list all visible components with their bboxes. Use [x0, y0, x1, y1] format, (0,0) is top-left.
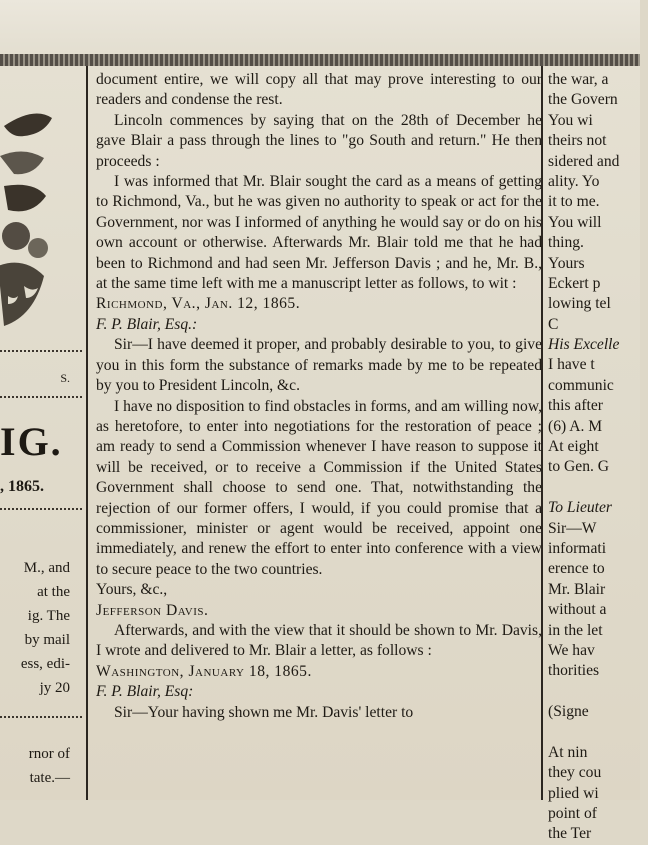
left-text-line: ig. The	[27, 608, 70, 624]
left-text-line: ess, edi-	[20, 656, 70, 672]
left-dotted-rule	[0, 716, 82, 718]
left-dotted-rule	[0, 350, 82, 352]
right-column-line: to Gen. G	[548, 458, 610, 476]
right-column-line: At nin	[548, 743, 588, 761]
top-column-rule	[0, 54, 640, 66]
article-paragraph: Lincoln commences by saying that on the 28th of December he gave Blair a pass through the lines to "go South and return." He then proceeds :	[96, 111, 542, 170]
right-column-line: C	[548, 315, 559, 333]
right-column-line: sidered and	[548, 152, 620, 170]
right-column-line: the Govern	[548, 91, 618, 109]
letter-dateline: Richmond, Va., Jan. 12, 1865.	[96, 295, 301, 313]
letter-paragraph: Sir—Your having shown me Mr. Davis' letter to	[114, 703, 414, 721]
right-column-line: You will	[548, 213, 602, 231]
right-column-line: point of	[548, 805, 597, 823]
page-top-margin	[0, 0, 640, 54]
right-column-line: To Lieuter	[548, 499, 612, 517]
right-column-line: they cou	[548, 764, 602, 782]
right-column-line: (Signe	[548, 703, 589, 721]
left-column	[0, 66, 82, 800]
main-article-column	[96, 70, 542, 800]
right-column-line: this after	[548, 397, 603, 415]
right-column-line: I have t	[548, 356, 595, 374]
right-column-line: thorities	[548, 662, 600, 680]
right-column-line: the Ter	[548, 825, 592, 843]
letter-signature: Jefferson Davis.	[96, 601, 209, 619]
letter-dateline: Washington, January 18, 1865.	[96, 662, 312, 680]
right-column-line: We hav	[548, 641, 595, 659]
article-paragraph: I was informed that Mr. Blair sought the card as a means of getting to Richmond, Va., but he was given no authority to speak or act for the Government, nor was I informed of anything he would say or do on his own account or otherwise. Afterwards Mr. Blair told me that he had been to Richmond and had seen Mr. Jefferson Davis ; and he, Mr. B., at the same time left with me a manuscript letter as follows, to wit :	[96, 173, 542, 293]
right-column-line: (6) A. M	[548, 417, 603, 435]
right-column-line: Mr. Blair	[548, 580, 606, 598]
right-column-line: in the let	[548, 621, 603, 639]
eagle-emblem-icon	[0, 86, 64, 340]
left-text-line: at the	[37, 584, 70, 600]
left-text-line: M., and	[23, 560, 70, 576]
right-column-line: communic	[548, 376, 614, 394]
masthead-fragment: IG.	[0, 419, 63, 464]
left-small-mark: S.	[60, 371, 70, 385]
right-column-line: erence to	[548, 560, 605, 578]
letter-paragraph: Sir—I have deemed it proper, and probably desirable to you, to give you in this form the substance of remarks made by me to be repeated by you to President Lincoln, &c.	[96, 336, 542, 395]
article-paragraph: document entire, we will copy all that may prove interesting to our readers and condense the rest.	[96, 71, 542, 109]
right-column	[548, 70, 648, 843]
right-column-line: Yours	[548, 254, 585, 272]
right-column-line: ality. Yo	[548, 172, 600, 190]
right-column-line: Sir—W	[548, 519, 597, 537]
left-dotted-rule	[0, 508, 82, 510]
letter-closing: Yours, &c.,	[96, 581, 168, 599]
letter-salutation: F. P. Blair, Esq:	[96, 683, 194, 701]
column-rule-left	[86, 66, 88, 800]
left-dotted-rule	[0, 396, 82, 398]
right-column-line	[548, 682, 648, 702]
right-column-line: You wi	[548, 111, 593, 129]
right-column-line: the war, a	[548, 71, 609, 88]
right-column-line: plied wi	[548, 784, 599, 802]
left-text-line: jy 20	[39, 680, 70, 696]
right-column-line: At eight	[548, 438, 599, 456]
article-paragraph: Afterwards, and with the view that it should be shown to Mr. Davis, I wrote and delivered to Mr. Blair a letter, as follows :	[96, 621, 542, 660]
left-text-line: tate.—	[29, 770, 70, 786]
right-column-line	[548, 723, 648, 743]
right-column-line: lowing tel	[548, 295, 611, 313]
left-text-line: rnor of	[28, 746, 70, 762]
right-column-line: it to me.	[548, 193, 600, 211]
letter-salutation: F. P. Blair, Esq.:	[96, 315, 198, 333]
right-column-line: Eckert p	[548, 274, 601, 292]
masthead-dateline: , 1865.	[0, 478, 44, 495]
right-column-line	[548, 478, 648, 498]
right-column-line: without a	[548, 601, 607, 619]
right-column-line: theirs not	[548, 132, 607, 150]
right-column-line: informati	[548, 539, 607, 557]
right-column-line: thing.	[548, 234, 584, 252]
left-text-line: by mail	[24, 632, 70, 648]
right-column-line: His Excelle	[548, 336, 620, 354]
letter-paragraph: I have no disposition to find obstacles in forms, and am willing now, as heretofore, to enter into negotiations for the restoration of peace ; am ready to send a Commission whenever I have reason to suppose it will be received, or to receive a Commission if the United States Government shall choose to send one. That, notwithstanding the rejection of our former offers, I would, if you could promise that a commissioner, minister or agent would be received, appoint one immediately, and renew the effort to enter into conference with a view to secure peace to the two countries.	[96, 397, 542, 578]
